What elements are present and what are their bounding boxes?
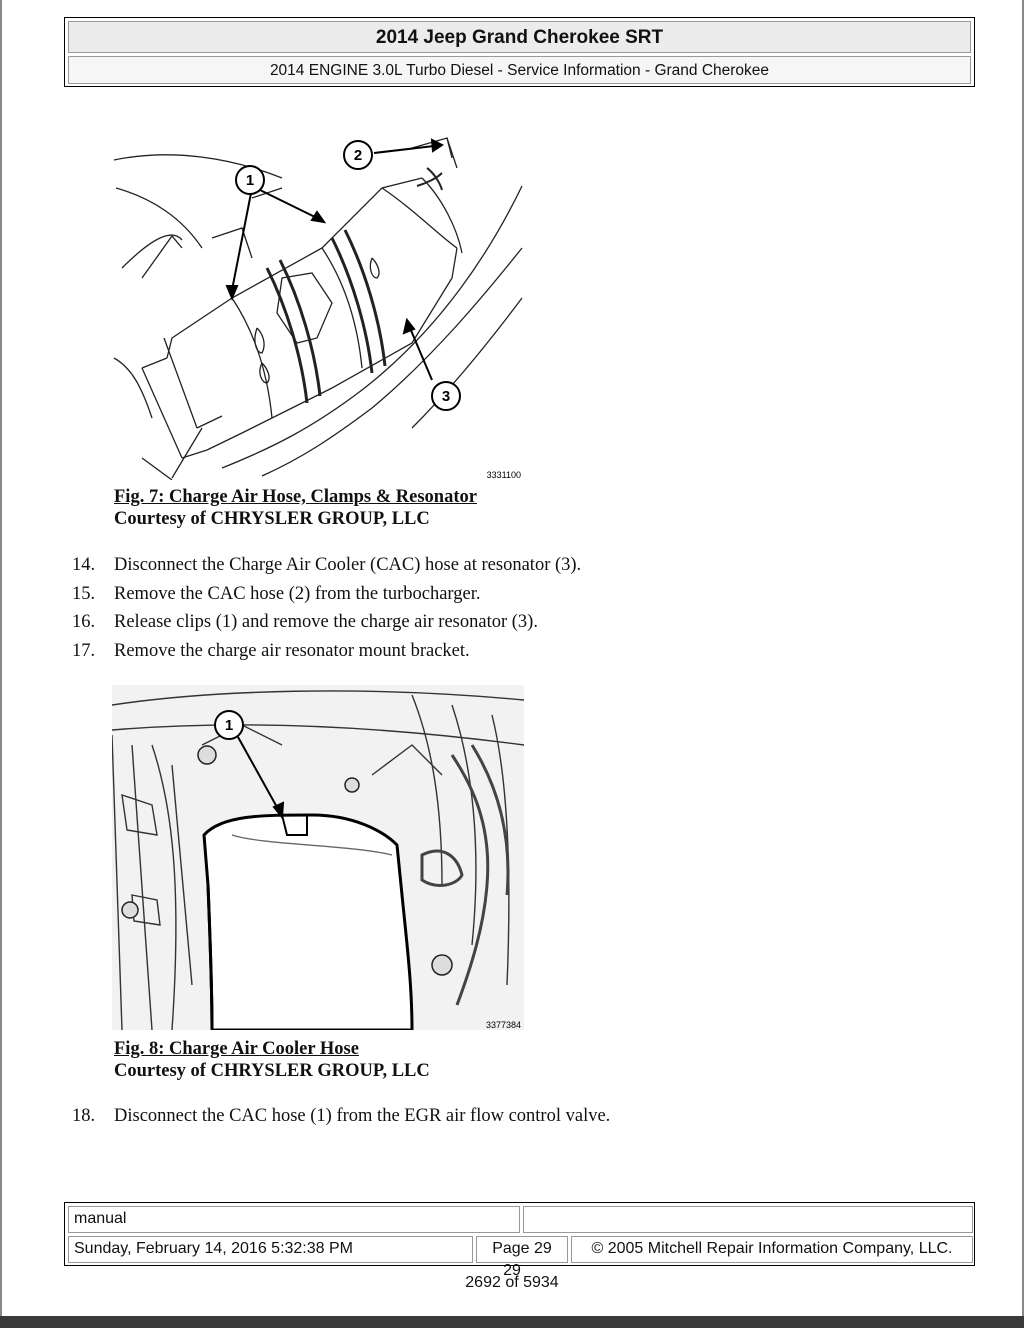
step-number: 17. (72, 640, 96, 661)
page-edge (0, 0, 2, 1318)
step-text: Disconnect the Charge Air Cooler (CAC) hose at resonator (3). (114, 555, 582, 575)
figure-caption-credit: Courtesy of CHRYSLER GROUP, LLC (114, 509, 430, 529)
list-item (72, 551, 581, 580)
document-header (64, 17, 975, 87)
figure-caption-title: Fig. 8: Charge Air Cooler Hose (114, 1039, 359, 1059)
footer-page: Page 29 (476, 1236, 568, 1263)
image-code: 3331100 (486, 470, 521, 480)
document-footer (64, 1202, 975, 1266)
page-number: 29 (503, 1262, 521, 1279)
figure-charge-air-cooler-hose (112, 685, 524, 1030)
viewer-bottom-bar (0, 1316, 1024, 1328)
list-item (72, 580, 581, 609)
callout-1: 1 (224, 717, 234, 734)
figure-charge-air-resonator (112, 128, 524, 480)
cac-hose-photo (112, 685, 524, 1030)
resonator-line-drawing (112, 128, 524, 480)
callout-1: 1 (245, 172, 255, 189)
step-text: Remove the CAC hose (2) from the turbocharger. (114, 583, 481, 604)
footer-copyright: © 2005 Mitchell Repair Information Company, LLC. (571, 1236, 973, 1263)
step-number: 16. (72, 612, 96, 632)
image-code: 3377384 (485, 1020, 521, 1030)
list-item (72, 1102, 610, 1131)
document-title: 2014 Jeep Grand Cherokee SRT (68, 21, 971, 53)
callout-3: 3 (441, 388, 451, 405)
figure-caption (114, 486, 477, 530)
list-item (72, 608, 581, 637)
figure-caption-title: Fig. 7: Charge Air Hose, Clamps & Resonator (114, 487, 477, 507)
step-number: 15. (72, 583, 96, 604)
callout-2: 2 (353, 147, 363, 164)
step-text: Remove the charge air resonator mount bracket. (114, 640, 470, 661)
step-text: Disconnect the CAC hose (1) from the EGR air flow control valve. (114, 1106, 611, 1126)
document-subtitle: 2014 ENGINE 3.0L Turbo Diesel - Service Information - Grand Cherokee (68, 56, 971, 84)
footer-blank-cell (523, 1206, 973, 1233)
procedure-steps (72, 551, 581, 665)
footer-date: Sunday, February 14, 2016 5:32:38 PM (68, 1236, 473, 1263)
page-counter: 2692 of 5934 (465, 1274, 559, 1291)
footer-source: manual (68, 1206, 520, 1233)
procedure-steps (72, 1102, 610, 1131)
list-item (72, 637, 581, 666)
figure-caption (114, 1038, 430, 1082)
step-number: 14. (72, 555, 96, 575)
step-text: Release clips (1) and remove the charge air resonator (3). (114, 612, 538, 632)
figure-caption-credit: Courtesy of CHRYSLER GROUP, LLC (114, 1061, 430, 1081)
step-number: 18. (72, 1106, 96, 1126)
